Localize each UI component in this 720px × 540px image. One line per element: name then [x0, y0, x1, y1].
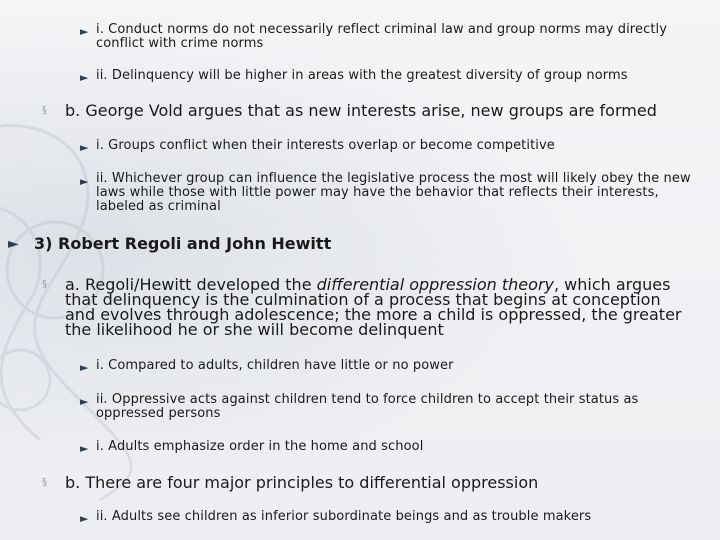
level3-bullet-icon: ► — [80, 361, 89, 374]
sub-point-groups-conflict: i. Groups conflict when their interests overlap or become competitive — [96, 138, 555, 153]
level3-bullet-icon: ► — [80, 512, 89, 525]
level1-bullet-icon: ► — [8, 236, 19, 252]
level3-bullet-icon: ► — [80, 25, 89, 38]
point-differential-oppression — [65, 277, 690, 337]
section-heading-regoli-hewitt: 3) Robert Regoli and John Hewitt — [34, 234, 332, 253]
sub-point-oppressive-acts: ii. Oppressive acts against children tend to force children to accept their status as oppressed persons — [96, 392, 639, 421]
point-george-vold: b. George Vold argues that as new interests arise, new groups are formed — [65, 101, 657, 120]
sub-point-adults-see-children: ii. Adults see children as inferior subordinate beings and as trouble makers — [96, 509, 592, 524]
level3-bullet-icon: ► — [80, 395, 89, 408]
sub-point-delinquency-diversity: ii. Delinquency will be higher in areas with the greatest diversity of group norms — [96, 68, 628, 83]
level2-bullet-icon: § — [42, 279, 47, 290]
level2-bullet-icon: § — [42, 105, 47, 116]
point-text-rest: , which argues that delinquency is the culmination of a process that begins at conception and evolves through adolescence; the more a child is oppressed, the greater the likelihood he or she will become delinquent — [65, 275, 682, 339]
level3-bullet-icon: ► — [80, 141, 89, 154]
level3-bullet-icon: ► — [80, 71, 89, 84]
level3-bullet-icon: ► — [80, 175, 89, 188]
sub-point-legislative-process: ii. Whichever group can influence the legislative process the most will likely obey the new laws while those with little power may have the behavior that reflects their interests, labeled as criminal — [96, 171, 691, 214]
level3-bullet-icon: ► — [80, 442, 89, 455]
theory-name: differential oppression theory — [316, 275, 554, 294]
point-text-intro: a. Regoli/Hewitt developed the — [65, 275, 317, 294]
sub-point-adults-order: i. Adults emphasize order in the home and school — [96, 439, 424, 454]
level2-bullet-icon: § — [42, 477, 47, 488]
sub-point-conduct-norms: i. Conduct norms do not necessarily reflect criminal law and group norms may directly conflict with crime norms — [96, 22, 668, 51]
sub-point-children-power: i. Compared to adults, children have little or no power — [96, 358, 454, 373]
point-four-principles: b. There are four major principles to differential oppression — [65, 473, 539, 492]
